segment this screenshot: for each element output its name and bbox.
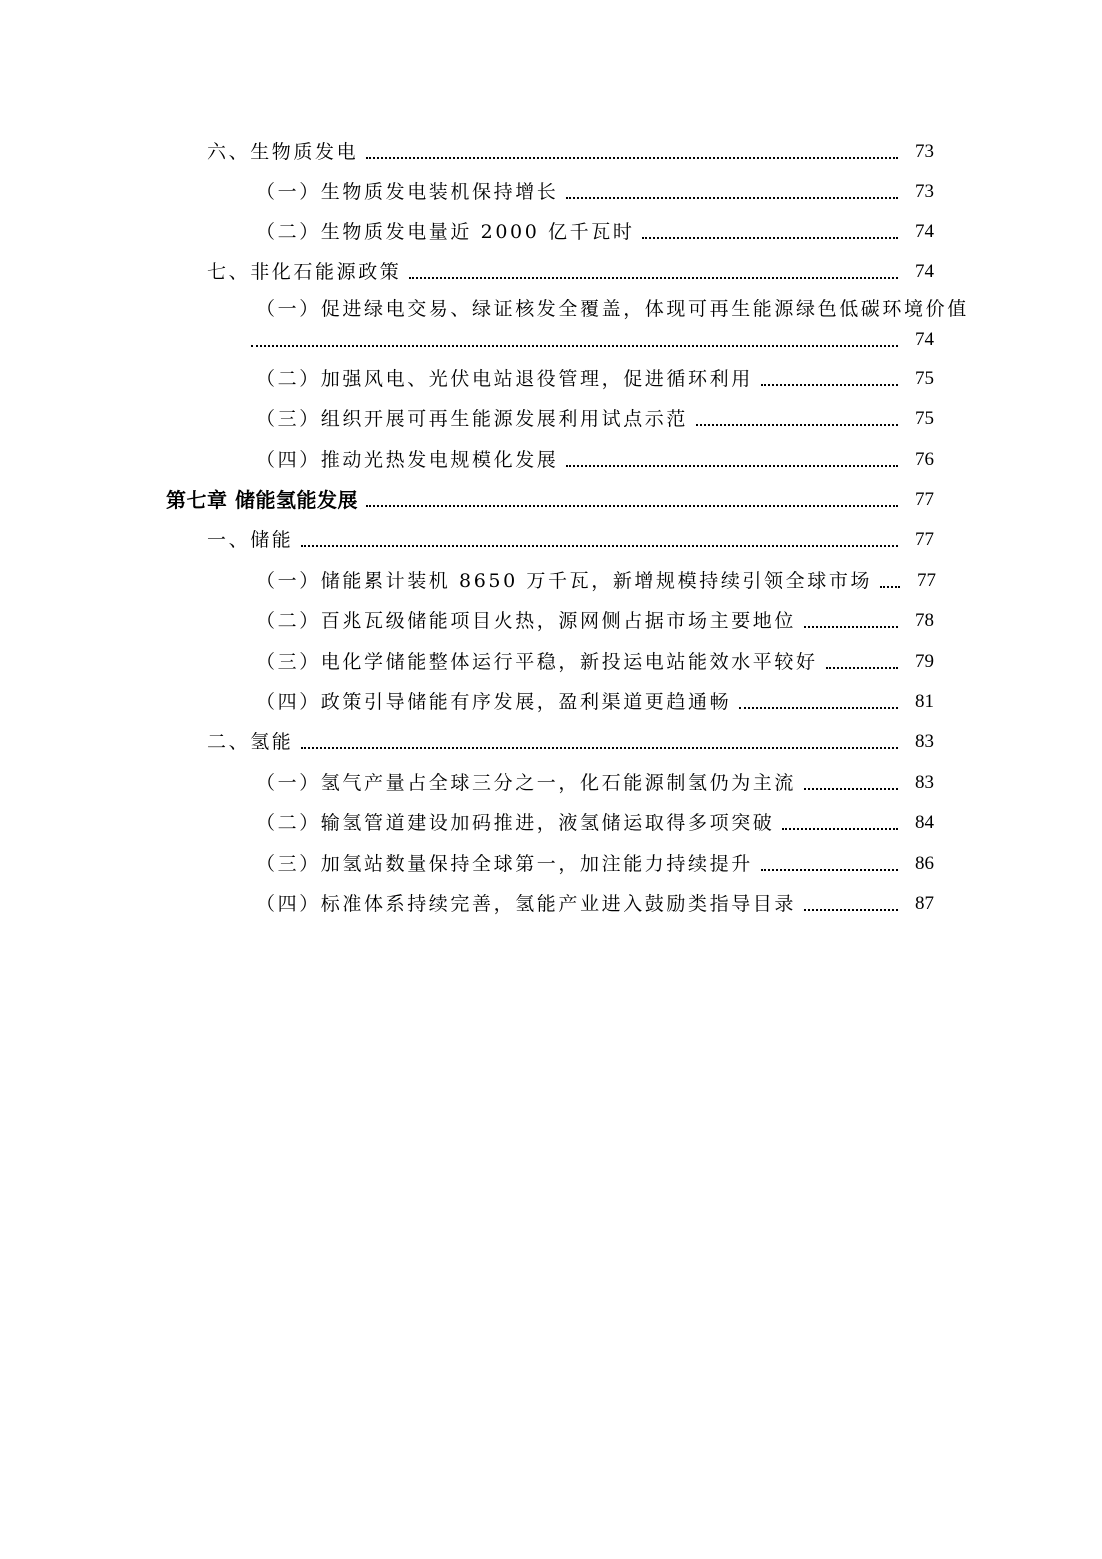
toc-entry-label: （三）电化学储能整体运行平稳，新投运电站能效水平较好 [256, 651, 818, 673]
toc-entry-label: （三）加氢站数量保持全球第一，加注能力持续提升 [256, 853, 753, 875]
toc-page-number: 84 [915, 812, 934, 833]
toc-page-number: 81 [915, 691, 934, 712]
toc-entry-label: 一、储能 [207, 529, 294, 551]
toc-entry-label: （四）推动光热发电规模化发展 [256, 449, 559, 471]
toc-entry-label: 七、非化石能源政策 [207, 261, 402, 283]
toc-page-number: 74 [915, 329, 934, 350]
toc-chapter-label: 第七章 储能氢能发展 [166, 488, 358, 512]
toc-entry-label: （二）加强风电、光伏电站退役管理，促进循环利用 [256, 368, 753, 390]
toc-entry-energy-storage-2[interactable] [256, 599, 934, 633]
toc-entry-section-7[interactable] [207, 250, 934, 284]
toc-entry-section-6[interactable] [207, 130, 934, 164]
toc-entry-label: （四）标准体系持续完善，氢能产业进入鼓励类指导目录 [256, 893, 797, 915]
toc-page-number: 75 [915, 408, 934, 429]
dot-leader [566, 197, 898, 199]
toc-page-number: 74 [915, 221, 934, 242]
toc-entry-hydrogen[interactable] [207, 720, 934, 754]
toc-entry-hydrogen-2[interactable] [256, 801, 934, 835]
toc-page-number: 74 [915, 261, 934, 282]
toc-entry-chapter-7[interactable] [166, 478, 934, 512]
toc-entry-label: （二）百兆瓦级储能项目火热，源网侧占据市场主要地位 [256, 610, 797, 632]
toc-entry-label: （三）组织开展可再生能源发展利用试点示范 [256, 408, 689, 430]
toc-entry-label: 六、生物质发电 [207, 141, 359, 163]
dot-leader [251, 345, 898, 347]
toc-entry-section-6-1[interactable] [256, 170, 934, 204]
toc-page-number: 87 [915, 893, 934, 914]
dot-leader [761, 384, 898, 386]
toc-page-number: 77 [915, 489, 934, 510]
toc-entry-section-7-2[interactable] [256, 357, 934, 391]
toc-entry-label: （一）储能累计装机 8650 万千瓦，新增规模持续引领全球市场 [256, 570, 873, 592]
toc-page-number: 83 [915, 731, 934, 752]
toc-page-number: 73 [915, 181, 934, 202]
dot-leader [696, 424, 898, 426]
dot-leader [366, 505, 898, 507]
toc-page-number: 75 [915, 368, 934, 389]
toc-entry-energy-storage-3[interactable] [256, 640, 934, 674]
toc-entry-section-7-4[interactable] [256, 438, 934, 472]
toc-entry-section-6-2[interactable] [256, 210, 934, 244]
toc-page-number: 78 [915, 610, 934, 631]
toc-entry-section-7-3[interactable] [256, 397, 934, 431]
toc-entry-label: （一）氢气产量占全球三分之一，化石能源制氢仍为主流 [256, 772, 797, 794]
toc-entry-label: （一）生物质发电装机保持增长 [256, 181, 559, 203]
toc-page-number: 77 [917, 570, 937, 591]
toc-entry-label: （二）生物质发电量近 2000 亿千瓦时 [256, 221, 635, 243]
dot-leader [566, 465, 898, 467]
toc-page-number: 77 [915, 529, 934, 550]
toc-page-number: 83 [915, 772, 934, 793]
toc-entry-hydrogen-3[interactable] [256, 842, 934, 876]
toc-entry-energy-storage-1[interactable] [256, 559, 937, 593]
dot-leader [804, 909, 898, 911]
toc-entry-label: （二）输氢管道建设加码推进，液氢储运取得多项突破 [256, 812, 775, 834]
dot-leader [880, 586, 900, 588]
toc-entry-label: （四）政策引导储能有序发展，盈利渠道更趋通畅 [256, 691, 732, 713]
toc-entry-label: 二、氢能 [207, 731, 294, 753]
dot-leader [804, 788, 898, 790]
dot-leader [804, 626, 898, 628]
dot-leader [409, 277, 898, 279]
toc-entry-energy-storage[interactable] [207, 518, 934, 552]
toc-page-number: 79 [915, 651, 934, 672]
toc-page-number: 76 [915, 449, 934, 470]
dot-leader [826, 667, 898, 669]
toc-entry-hydrogen-4[interactable] [256, 882, 934, 916]
dot-leader [301, 747, 898, 749]
dot-leader [739, 707, 898, 709]
dot-leader [366, 157, 898, 159]
toc-entry-section-7-1-continuation[interactable] [251, 318, 934, 352]
dot-leader [301, 545, 898, 547]
toc-entry-energy-storage-4[interactable] [256, 680, 934, 714]
toc-page-number: 73 [915, 141, 934, 162]
toc-entry-hydrogen-1[interactable] [256, 761, 934, 795]
toc-page-number: 86 [915, 853, 934, 874]
dot-leader [761, 869, 898, 871]
toc-entry-label: （一）促进绿电交易、绿证核发全覆盖，体现可再生能源绿色低碳环境价值 [256, 298, 969, 320]
dot-leader [782, 828, 898, 830]
dot-leader [642, 237, 898, 239]
